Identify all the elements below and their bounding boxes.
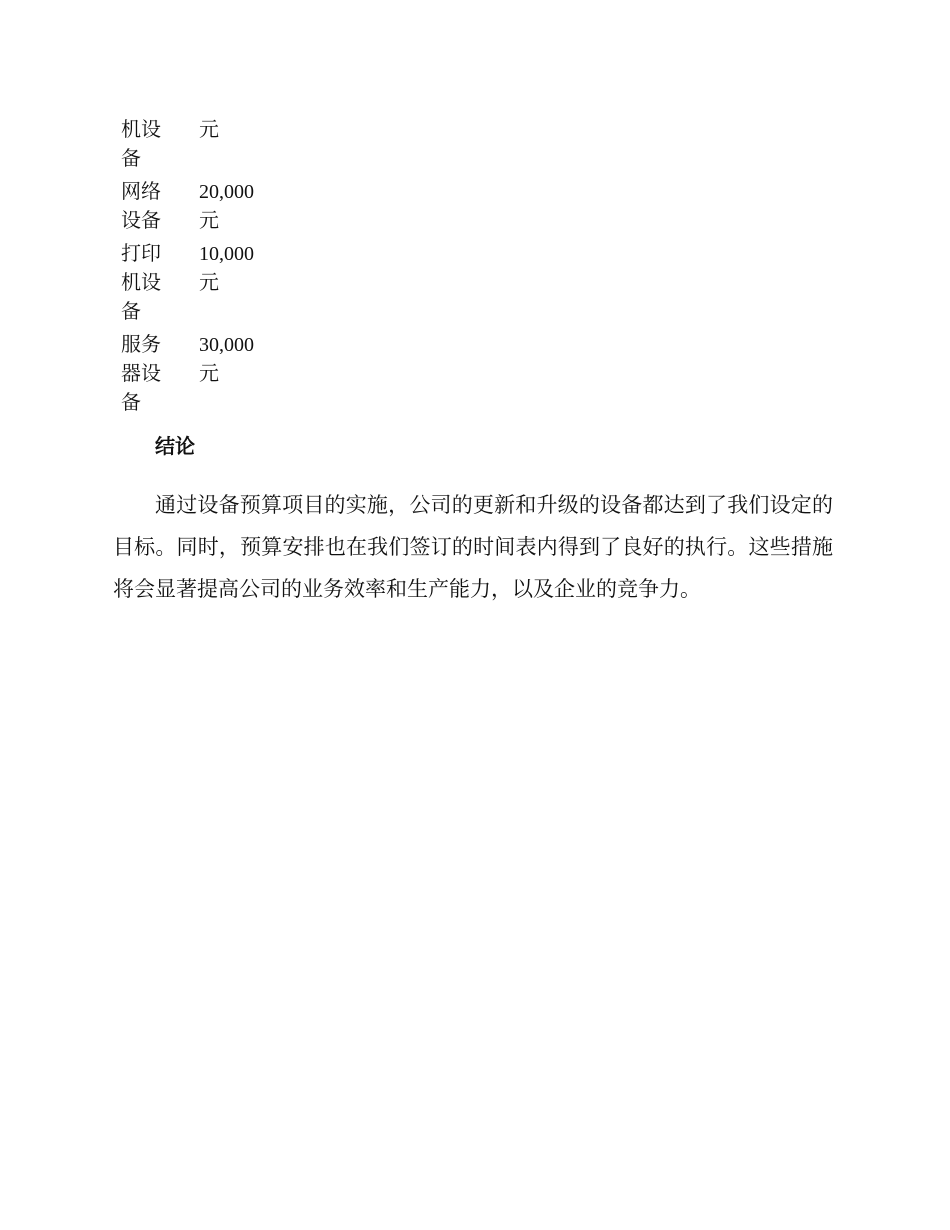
- table-cell-item: 服务器设备: [121, 334, 161, 414]
- table-cell-amount: 30,000 元: [199, 334, 254, 385]
- conclusion-paragraph: 通过设备预算项目的实施，公司的更新和升级的设备都达到了我们设定的目标。同时，预算安排也在我们签订的时间表内得到了良好的执行。这些措施将会显著提高公司的业务效率和生产能力，以及企业的竞争力。: [113, 493, 833, 601]
- equipment-budget-table: [121, 116, 259, 418]
- table-cell-amount: 20,000 元: [199, 181, 254, 232]
- conclusion-heading: 结论: [155, 434, 195, 458]
- table-cell-amount: 10,000 元: [199, 243, 254, 294]
- table-row: [121, 327, 259, 418]
- table-cell-amount: 元: [199, 119, 219, 141]
- table-row: [121, 174, 259, 236]
- table-cell-item: 网络设备: [121, 181, 161, 232]
- table-row: [121, 236, 259, 327]
- table-cell-item: 机设备: [121, 119, 161, 170]
- table-row: [121, 116, 259, 174]
- table-cell-item: 打印机设备: [121, 243, 161, 323]
